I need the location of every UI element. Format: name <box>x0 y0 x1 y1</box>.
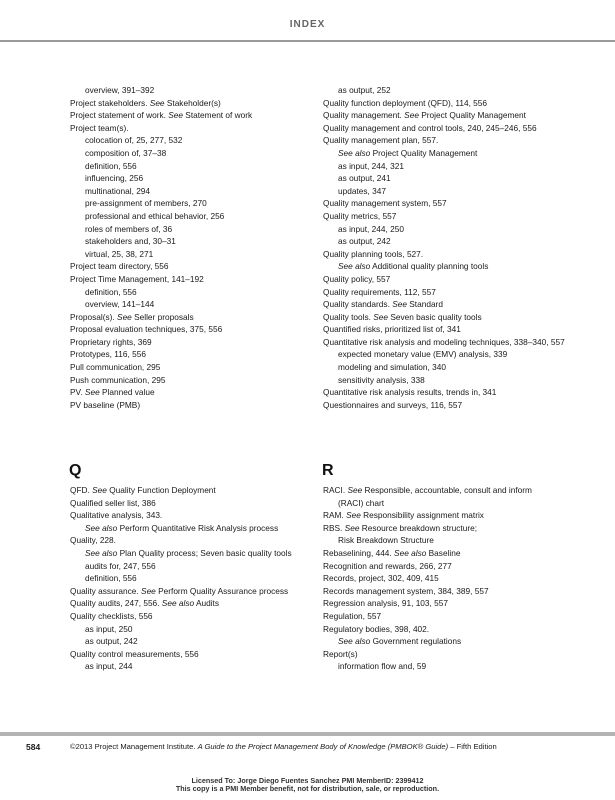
entry-text: Additional quality planning tools <box>370 261 489 272</box>
index-entry <box>70 497 332 510</box>
entry-text: Regression analysis, 91, 103, 557 <box>323 598 448 609</box>
entry-text: Regulatory bodies, 398, 402. <box>323 623 430 634</box>
index-entry <box>323 260 585 273</box>
index-entry <box>323 585 585 598</box>
entry-text: Quality planning tools, 527. <box>323 248 424 259</box>
index-entry <box>70 260 332 273</box>
index-entry <box>323 235 585 248</box>
index-entry <box>70 348 332 361</box>
header-divider <box>0 40 615 42</box>
entry-text: Quality management system, 557 <box>323 198 447 209</box>
entry-text: Rebaselining, 444. <box>323 547 395 558</box>
index-entry <box>70 597 332 610</box>
entry-text: Qualitative analysis, 343. <box>70 510 163 521</box>
entry-text: Records management system, 384, 389, 557 <box>323 585 489 596</box>
entry-text: Perform Quantitative Risk Analysis process <box>117 522 279 533</box>
index-section-r <box>323 484 585 673</box>
entry-text: expected monetary value (EMV) analysis, 339 <box>338 349 508 360</box>
entry-text: Quality tools. <box>323 311 374 322</box>
entry-text: Plan Quality process; Seven basic quality tools <box>117 547 292 558</box>
index-entry <box>70 484 332 497</box>
cross-reference-label: See also <box>338 261 371 272</box>
entry-text: colocation of, 25, 277, 532 <box>85 135 183 146</box>
section-letter-r: R <box>322 462 334 479</box>
index-entry <box>323 660 585 673</box>
entry-text: Quality management and control tools, 240, 245–246, 556 <box>323 122 537 133</box>
entry-text: Recognition and rewards, 266, 277 <box>323 560 452 571</box>
entry-text: definition, 556 <box>85 160 137 171</box>
entry-text: as output, 242 <box>338 236 391 247</box>
index-entry <box>323 298 585 311</box>
entry-text: PV baseline (PMB) <box>70 399 141 410</box>
index-entry <box>70 623 332 636</box>
index-entry <box>70 572 332 585</box>
entry-text: Statement of work <box>182 110 253 121</box>
index-entry <box>70 399 332 412</box>
entry-text: Push communication, 295 <box>70 374 166 385</box>
entry-text: Records, project, 302, 409, 415 <box>323 573 439 584</box>
entry-text: Responsible, accountable, consult and inform <box>362 485 532 495</box>
license-notice <box>0 777 615 793</box>
entry-text: Quality control measurements, 556 <box>70 648 199 659</box>
page-header-title: INDEX <box>289 19 326 30</box>
index-entry <box>70 273 332 286</box>
entry-text: Regulation, 557 <box>323 610 382 621</box>
cross-reference-label: See <box>373 311 389 322</box>
copyright-suffix: – Fifth Edition <box>448 742 497 751</box>
entry-text: (RACI) chart <box>338 497 385 508</box>
entry-text: Project Quality Management <box>418 110 526 121</box>
index-entry <box>70 185 332 198</box>
index-entry <box>70 336 332 349</box>
index-entry <box>323 97 585 110</box>
index-entry <box>323 172 585 185</box>
index-entry <box>323 109 585 122</box>
cross-reference-label: See <box>347 485 363 495</box>
index-entry <box>323 311 585 324</box>
index-entry <box>323 374 585 387</box>
cross-reference-label: See <box>141 585 156 596</box>
index-entry <box>70 522 332 535</box>
entry-text: PV. <box>70 387 85 398</box>
entry-text: Resource breakdown structure; <box>359 522 478 533</box>
cross-reference-label: See also <box>85 547 118 558</box>
entry-text: Proposal evaluation techniques, 375, 556 <box>70 324 223 335</box>
index-entry <box>70 560 332 573</box>
entry-text: RBS. <box>323 522 345 533</box>
entry-text: Project team directory, 556 <box>70 261 169 272</box>
copyright-book-title: A Guide to the Project Management Body of Knowledge (PMBOK® Guide) <box>197 742 449 751</box>
copyright-prefix: ©2013 Project Management Institute. <box>70 742 198 751</box>
entry-text: Quality metrics, 557 <box>323 210 397 221</box>
index-entry <box>70 197 332 210</box>
entry-text: Perform Quality Assurance process <box>155 585 289 596</box>
entry-text: modeling and simulation, 340 <box>338 362 446 373</box>
index-entry <box>323 484 585 497</box>
cross-reference-label: See <box>346 510 361 521</box>
entry-text: Proprietary rights, 369 <box>70 336 152 347</box>
index-entry <box>70 160 332 173</box>
entry-text: Quality standards. <box>323 299 393 310</box>
index-entry <box>323 361 585 374</box>
index-entry <box>70 298 332 311</box>
entry-text: Project stakeholders. <box>70 97 150 108</box>
entry-text: roles of members of, 36 <box>85 223 173 234</box>
index-entry <box>70 323 332 336</box>
cross-reference-label: See <box>344 522 360 533</box>
entry-text: professional and ethical behavior, 256 <box>85 210 225 221</box>
index-entry <box>70 248 332 261</box>
index-entry <box>70 648 332 661</box>
entry-text: updates, 347 <box>338 185 386 196</box>
cross-reference-label: See <box>404 110 419 121</box>
entry-text: stakeholders and, 30–31 <box>85 236 176 247</box>
cross-reference-label: See also <box>85 522 118 533</box>
index-entry <box>323 134 585 147</box>
entry-text: Quality audits, 247, 556. <box>70 598 162 609</box>
license-line-2: This copy is a PMI Member benefit, not for distribution, sale, or reproduction. <box>175 784 440 794</box>
cross-reference-label: See <box>84 387 100 398</box>
index-entry <box>323 323 585 336</box>
index-entry <box>323 197 585 210</box>
index-entry <box>323 534 585 547</box>
index-entry <box>323 547 585 560</box>
copyright-line <box>70 742 497 751</box>
entry-text: audits for, 247, 556 <box>85 560 156 571</box>
index-entry <box>323 386 585 399</box>
entry-text: Prototypes, 116, 556 <box>70 349 146 360</box>
entry-text: Quality assurance. <box>70 585 142 596</box>
index-entry <box>70 84 332 97</box>
entry-text: Project Quality Management <box>370 147 478 158</box>
entry-text: as input, 244, 250 <box>338 223 404 234</box>
index-entry <box>323 597 585 610</box>
entry-text: Standard <box>406 299 443 310</box>
cross-reference-label: See <box>149 97 165 108</box>
entry-text: QFD. <box>70 485 93 495</box>
index-entry <box>70 311 332 324</box>
index-entry <box>323 497 585 510</box>
entry-text: Quantified risks, prioritized list of, 341 <box>323 324 461 335</box>
index-entry <box>70 235 332 248</box>
index-entry <box>70 109 332 122</box>
index-entry <box>323 348 585 361</box>
entry-text: Responsibility assignment matrix <box>360 510 484 521</box>
index-entry <box>70 361 332 374</box>
entry-text: Quality requirements, 112, 557 <box>323 286 436 297</box>
entry-text: multinational, 294 <box>85 185 151 196</box>
index-entry <box>323 572 585 585</box>
index-entry <box>70 374 332 387</box>
page-number: 584 <box>26 742 41 752</box>
entry-text: Report(s) <box>323 648 358 659</box>
entry-text: information flow and, 59 <box>338 661 427 672</box>
index-entry <box>70 122 332 135</box>
entry-text: Quantitative risk analysis results, trends in, 341 <box>323 387 497 398</box>
index-entry <box>70 210 332 223</box>
index-entry <box>323 210 585 223</box>
index-entry <box>323 84 585 97</box>
index-entry <box>70 534 332 547</box>
entry-text: Quality management plan, 557. <box>323 135 439 146</box>
entry-text: Quality policy, 557 <box>323 273 391 284</box>
entry-text: Planned value <box>99 387 155 398</box>
entry-text: Quality, 228. <box>70 535 116 546</box>
entry-text: RAM. <box>323 510 347 521</box>
cross-reference-label: See also <box>394 547 427 558</box>
index-entry <box>323 635 585 648</box>
entry-text: Risk Breakdown Structure <box>338 535 434 546</box>
index-entry <box>70 509 332 522</box>
entry-text: as input, 250 <box>85 623 133 634</box>
entry-text: influencing, 256 <box>85 173 144 184</box>
entry-text: definition, 556 <box>85 573 137 584</box>
entry-text: Qualified seller list, 386 <box>70 497 156 508</box>
index-entry <box>70 286 332 299</box>
entry-text: as input, 244, 321 <box>338 160 404 171</box>
index-section-q <box>70 484 332 673</box>
entry-text: Government regulations <box>370 636 462 647</box>
cross-reference-label: See also <box>338 636 371 647</box>
entry-text: Quality checklists, 556 <box>70 610 153 621</box>
index-entry <box>323 147 585 160</box>
entry-text: overview, 141–144 <box>85 299 155 310</box>
entry-text: Pull communication, 295 <box>70 362 161 373</box>
entry-text: RACI. <box>323 485 348 495</box>
index-column-right <box>323 84 585 411</box>
entry-text: Seven basic quality tools <box>388 311 482 322</box>
entry-text: Project statement of work. <box>70 110 169 121</box>
index-entry <box>323 648 585 661</box>
index-entry <box>70 97 332 110</box>
entry-text: as output, 242 <box>85 636 138 647</box>
index-entry <box>70 172 332 185</box>
index-entry <box>323 522 585 535</box>
entry-text: Quantitative risk analysis and modeling techniques, 338–340, 557 <box>323 336 565 347</box>
entry-text: as output, 241 <box>338 173 391 184</box>
index-entry <box>323 248 585 261</box>
index-entry <box>70 610 332 623</box>
entry-text: definition, 556 <box>85 286 137 297</box>
index-entry <box>323 623 585 636</box>
entry-text: Quality Function Deployment <box>106 485 216 495</box>
index-entry <box>323 509 585 522</box>
index-entry <box>323 160 585 173</box>
index-entry <box>70 386 332 399</box>
entry-text: overview, 391–392 <box>85 85 155 95</box>
index-entry <box>70 147 332 160</box>
entry-text: Project team(s). <box>70 122 129 133</box>
entry-text: virtual, 25, 38, 271 <box>85 248 154 259</box>
index-entry <box>70 134 332 147</box>
index-entry <box>323 122 585 135</box>
index-entry <box>70 547 332 560</box>
entry-text: as input, 244 <box>85 661 133 672</box>
cross-reference-label: See <box>168 110 183 121</box>
index-entry <box>323 399 585 412</box>
cross-reference-label: See <box>392 299 407 310</box>
entry-text: Project Time Management, 141–192 <box>70 273 204 284</box>
entry-text: sensitivity analysis, 338 <box>338 374 425 385</box>
index-entry <box>323 610 585 623</box>
entry-text: Baseline <box>426 547 461 558</box>
index-column-left <box>70 84 332 411</box>
index-entry <box>70 585 332 598</box>
cross-reference-label: See also <box>338 147 371 158</box>
entry-text: Seller proposals <box>131 311 194 322</box>
entry-text: Stakeholder(s) <box>164 97 221 108</box>
entry-text: as output, 252 <box>338 85 391 95</box>
entry-text: Questionnaires and surveys, 116, 557 <box>323 399 463 410</box>
index-entry <box>323 223 585 236</box>
entry-text: Quality function deployment (QFD), 114, 556 <box>323 97 488 108</box>
index-entry <box>323 185 585 198</box>
index-entry <box>323 273 585 286</box>
index-entry <box>70 660 332 673</box>
entry-text: pre-assignment of members, 270 <box>85 198 207 209</box>
index-entry <box>70 223 332 236</box>
index-entry <box>323 560 585 573</box>
cross-reference-label: See <box>117 311 132 322</box>
index-entry <box>323 336 585 349</box>
entry-text: composition of, 37–38 <box>85 147 167 158</box>
footer-divider <box>0 732 615 736</box>
entry-text: Quality management. <box>323 110 405 121</box>
entry-text: Audits <box>194 598 220 609</box>
index-entry <box>323 286 585 299</box>
index-entry <box>70 635 332 648</box>
license-line-1: Licensed To: Jorge Diego Fuentes Sanchez PMI MemberID: 2399412 <box>191 776 424 785</box>
cross-reference-label: See <box>92 485 107 495</box>
entry-text: Proposal(s). <box>70 311 118 322</box>
cross-reference-label: See also <box>161 598 195 609</box>
section-letter-q: Q <box>69 462 82 479</box>
